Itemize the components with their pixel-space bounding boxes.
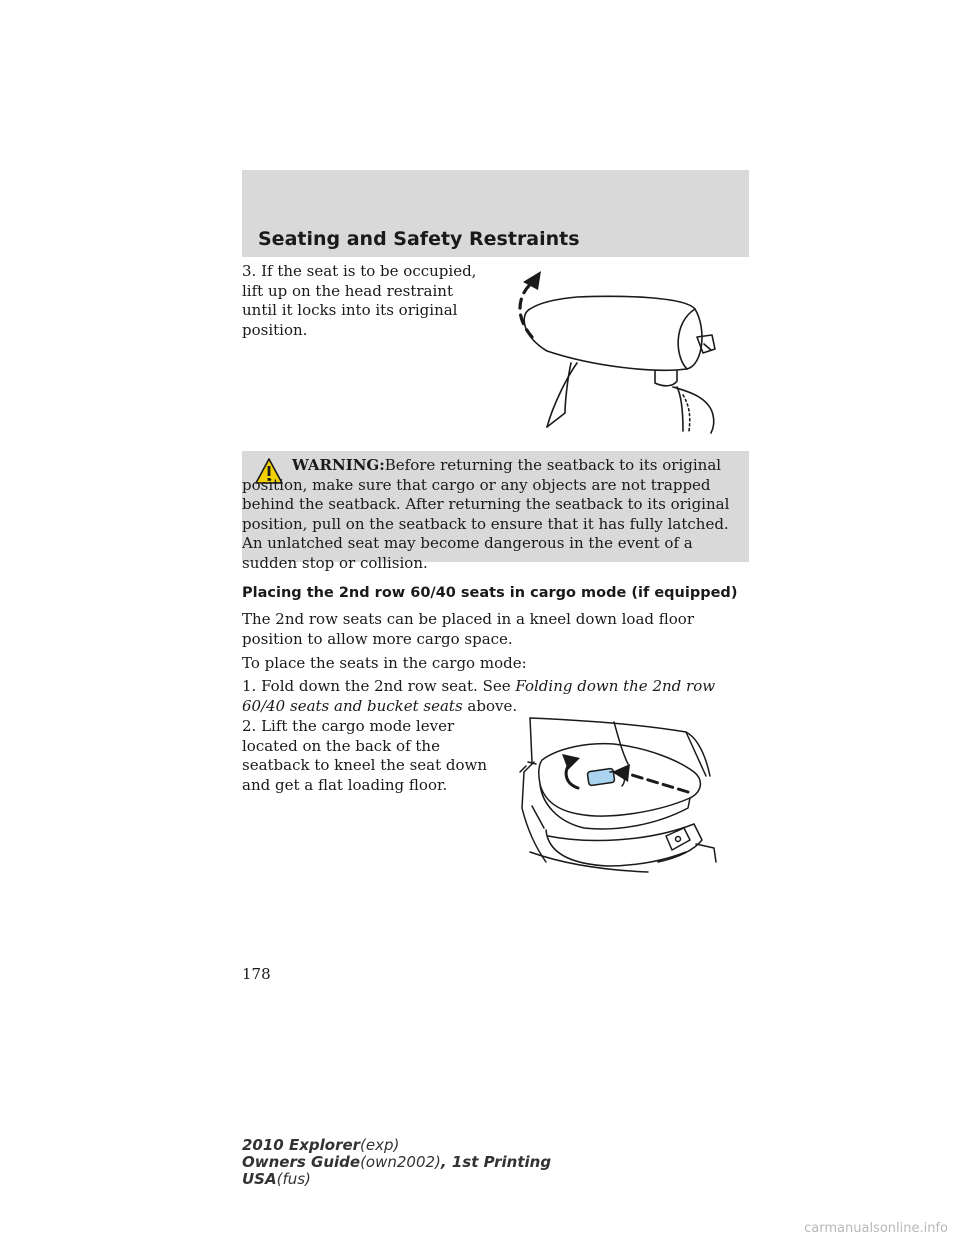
cargo-step-1-suffix: above. xyxy=(462,696,518,715)
cargo-step-1-reference: Folding down the 2nd row 60/40 seats and bucket seats xyxy=(242,677,716,715)
footer-market: USA xyxy=(242,1170,277,1188)
warning-paragraph xyxy=(242,456,742,573)
cargo-intro: The 2nd row seats can be placed in a kneel down load floor position to allow more cargo space. xyxy=(242,610,694,648)
footer-guide-code: (own2002) xyxy=(360,1153,441,1171)
head-restraint-illustration xyxy=(505,265,725,435)
warning-text: Before returning the seatback to its original position, make sure that cargo or any objects are not trapped behind the seatback. After returning the seatback to its original position, pull on the seatback to ensure that it has fully latched. An unlatched seat may become dangerous in the event of a sudden stop or collision. xyxy=(242,456,730,572)
warning-box xyxy=(242,451,749,572)
footer-printing: , 1st Printing xyxy=(440,1153,552,1171)
footer-line-3 xyxy=(242,1171,551,1188)
footer-line-2 xyxy=(242,1154,551,1171)
dashed-arrow xyxy=(622,772,688,792)
footer-line-1 xyxy=(242,1137,551,1154)
cargo-step-1-prefix: 1. Fold down the 2nd row seat. See xyxy=(242,677,516,695)
watermark: carmanualsonline.info xyxy=(804,1221,948,1236)
cargo-lever xyxy=(587,768,615,785)
cargo-mode-seat-illustration xyxy=(518,712,720,876)
footer-model: 2010 Explorer xyxy=(242,1136,361,1154)
section-title: Seating and Safety Restraints xyxy=(258,228,580,250)
section-header-band xyxy=(242,170,749,257)
step-3-text: 3. If the seat is to be occupied, lift up on the head restraint until it locks into its original position. xyxy=(242,262,477,339)
cargo-step-1 xyxy=(242,677,742,716)
footer-guide: Owners Guide xyxy=(242,1153,361,1171)
footer-model-code: (exp) xyxy=(360,1136,400,1154)
warning-label: WARNING: xyxy=(292,456,385,474)
footer-market-code: (fus) xyxy=(276,1170,311,1188)
page-number: 178 xyxy=(242,965,271,983)
document-footer xyxy=(242,1137,551,1188)
cargo-lead-in: To place the seats in the cargo mode: xyxy=(242,654,527,672)
cargo-mode-heading: Placing the 2nd row 60/40 seats in cargo mode (if equipped) xyxy=(242,585,738,601)
cargo-step-2: 2. Lift the cargo mode lever located on the back of the seatback to kneel the seat down and get a flat loading floor. xyxy=(242,717,488,794)
